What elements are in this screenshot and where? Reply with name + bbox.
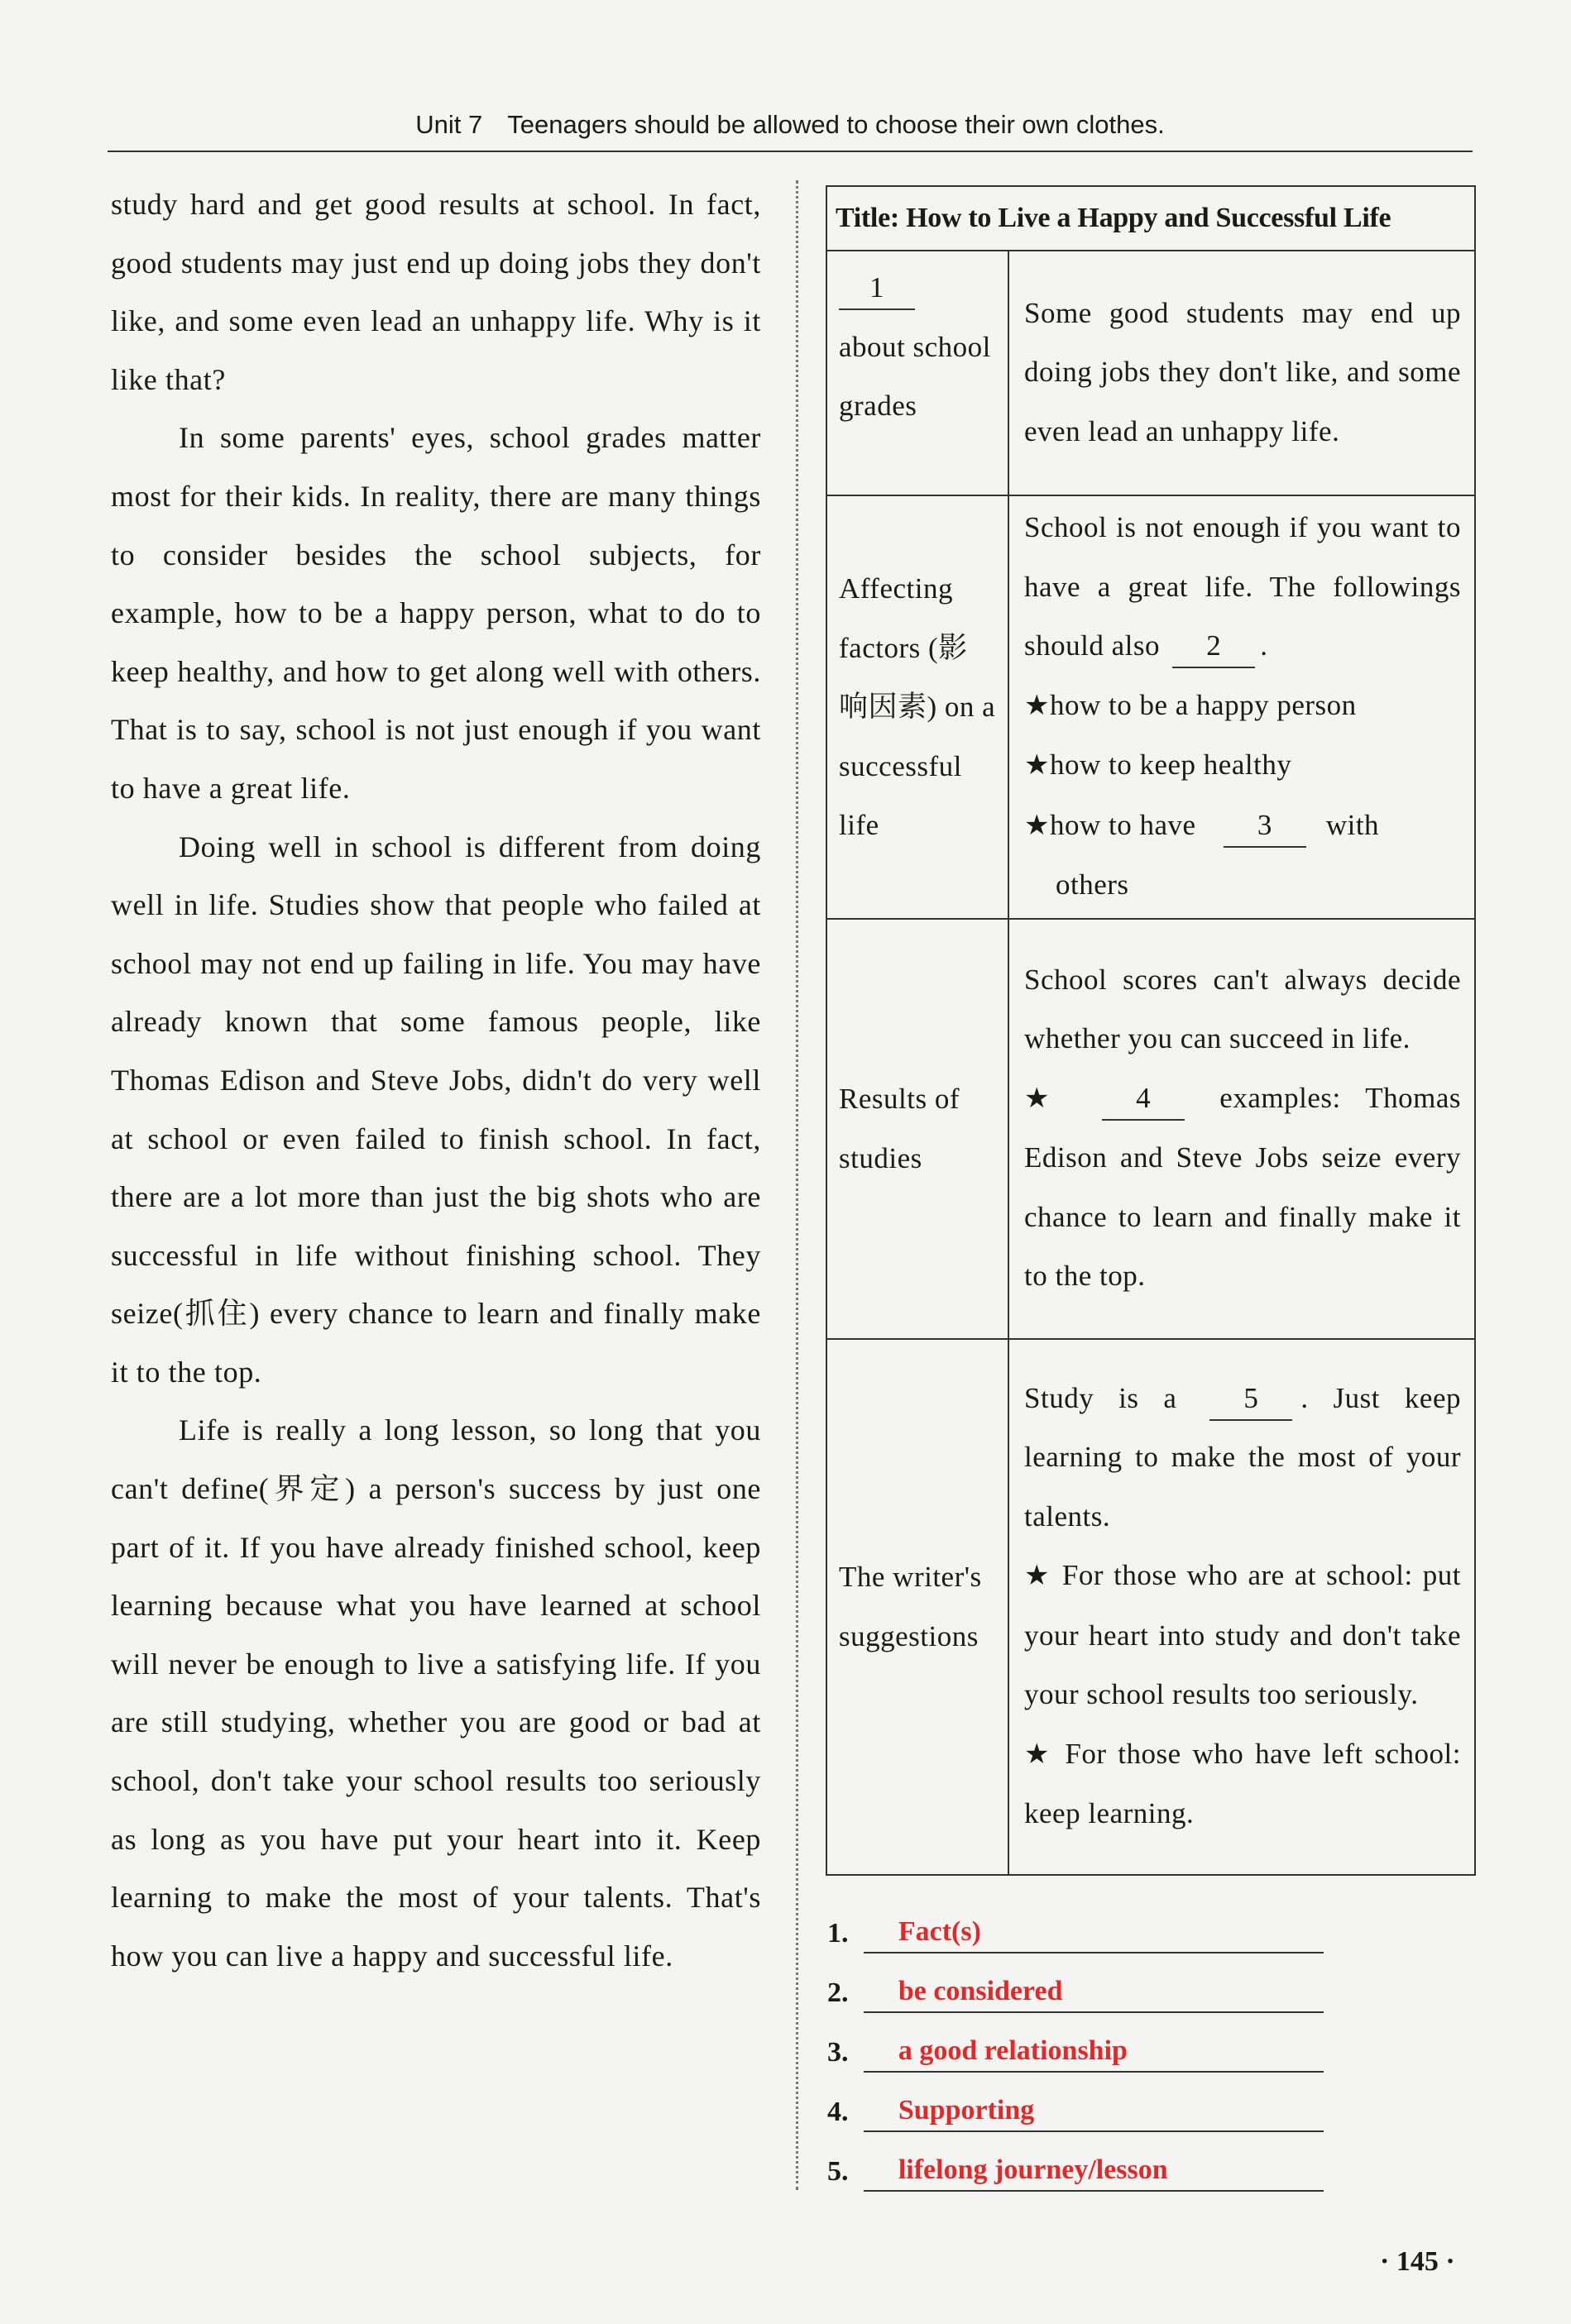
star-icon: ★ — [1024, 808, 1050, 842]
bullet-text: others — [1056, 868, 1129, 901]
table-row — [826, 251, 1475, 495]
bullet-text: how to be a happy person — [1049, 688, 1357, 721]
answer-number: 5. — [827, 2156, 849, 2187]
table-row — [826, 919, 1475, 1339]
answer-list — [827, 1894, 1324, 2192]
summary-table — [826, 185, 1476, 1876]
list-item — [827, 1953, 1324, 2013]
page-number: · 145 · — [1380, 2246, 1455, 2277]
row-category — [826, 251, 1008, 495]
list-item — [827, 1894, 1324, 1953]
row-detail: School is not enough if you want to have a great life. The followings should also 2 . ★how to be a happy person ★how to keep healthy ★how to have 3 with others — [1008, 495, 1475, 919]
blank-5: 5 — [1209, 1378, 1292, 1421]
answer-text: a good relationship — [864, 2031, 1324, 2073]
star-icon: ★ — [1024, 1737, 1054, 1771]
detail-text: School scores can't always decide whether you can succeed in life. — [1024, 963, 1461, 1054]
passage-paragraph-3: Doing well in school is different from doing well in life. Studies show that people who failed at school may not end up failing in life. You may have already known that some famous people, like Thomas Edison and Steve Jobs, didn't do very well at school or even failed to finish school. In fact, there are a lot more than just the big shots who are successful in life without finishing school. They seize(抓住) every chance to learn and finally make it to the top. — [111, 830, 761, 1389]
row-category: The writer's suggestions — [826, 1339, 1008, 1875]
suggestion-text: For those who are at school: put your heart into study and don't take your school results too seriously. — [1024, 1559, 1462, 1710]
answer-number: 3. — [827, 2037, 849, 2068]
row-category: Results of studies — [826, 919, 1008, 1339]
answer-number: 2. — [827, 1977, 849, 2008]
table-row — [826, 1339, 1475, 1875]
unit-label: Unit 7 — [415, 110, 483, 139]
detail-text: . Just keep learning to make the most of your talents. — [1024, 1381, 1461, 1533]
detail-text: Study is a — [1024, 1381, 1177, 1414]
row-category: Affecting factors (影响因素) on a successful life — [826, 495, 1008, 919]
passage-paragraph-4: Life is really a long lesson, so long that you can't define(界定) a person's success by just one part of it. If you have already finished school, keep learning because what you have learned at school will never be enough to live a satisfying life. If you are still studying, whether you are good or bad at school, don't take your school results too seriously as long as you have put your heart into it. Keep learning to make the most of your talents. That's how you can live a happy and successful life. — [111, 1413, 761, 1973]
row-detail — [1008, 919, 1475, 1339]
answer-text: lifelong journey/lesson — [864, 2150, 1324, 2192]
detail-text: School is not enough if you want to have a great life. The followings should also — [1024, 511, 1461, 662]
row-detail — [1008, 1339, 1475, 1875]
detail-text: examples: Thomas Edison and Steve Jobs seize every chance to learn and finally make it to the top. — [1024, 1081, 1462, 1292]
row-detail: Some good students may end up doing jobs they don't like, and some even lead an unhappy life. — [1008, 251, 1475, 495]
answer-text: Fact(s) — [864, 1912, 1324, 1953]
page-header — [108, 106, 1473, 152]
list-item — [827, 2013, 1324, 2073]
table-title: Title: How to Live a Happy and Successful Life — [826, 186, 1475, 251]
blank-3: 3 — [1224, 805, 1306, 848]
passage-paragraph-1: study hard and get good results at school. In fact, good students may just end up doing jobs they don't like, and some even lead an unhappy life. Why is it like that? — [111, 188, 761, 396]
blank-2: 2 — [1172, 625, 1255, 668]
unit-title: Teenagers should be allowed to choose their own clothes. — [507, 110, 1165, 139]
suggestion-text: For those who have left school: keep learning. — [1024, 1737, 1461, 1829]
bullet-text: how to keep healthy — [1049, 748, 1292, 781]
bullet-text: with — [1325, 808, 1380, 841]
blank-4: 4 — [1102, 1078, 1185, 1121]
column-divider — [796, 180, 798, 2190]
star-icon: ★ — [1024, 1081, 1067, 1115]
answer-number: 1. — [827, 1918, 849, 1949]
answer-text: Supporting — [864, 2091, 1324, 2132]
passage-paragraph-2: In some parents' eyes, school grades matter most for their kids. In reality, there are many things to consider besides the school subjects, for example, how to be a happy person, what to do to keep healthy, and how to get along well with others. That is to say, school is not just enough if you want to have a great life. — [111, 421, 761, 805]
star-icon: ★ — [1024, 688, 1050, 722]
answer-number: 4. — [827, 2097, 849, 2127]
category-label: about school grades — [839, 330, 991, 422]
list-item — [827, 2132, 1324, 2192]
reading-passage — [111, 175, 761, 1985]
answer-text: be considered — [864, 1972, 1324, 2013]
blank-1: 1 — [839, 267, 915, 310]
star-icon: ★ — [1024, 1559, 1052, 1592]
table-row — [826, 495, 1475, 919]
list-item — [827, 2073, 1324, 2132]
bullet-text: how to have — [1049, 808, 1196, 841]
star-icon: ★ — [1024, 748, 1050, 782]
